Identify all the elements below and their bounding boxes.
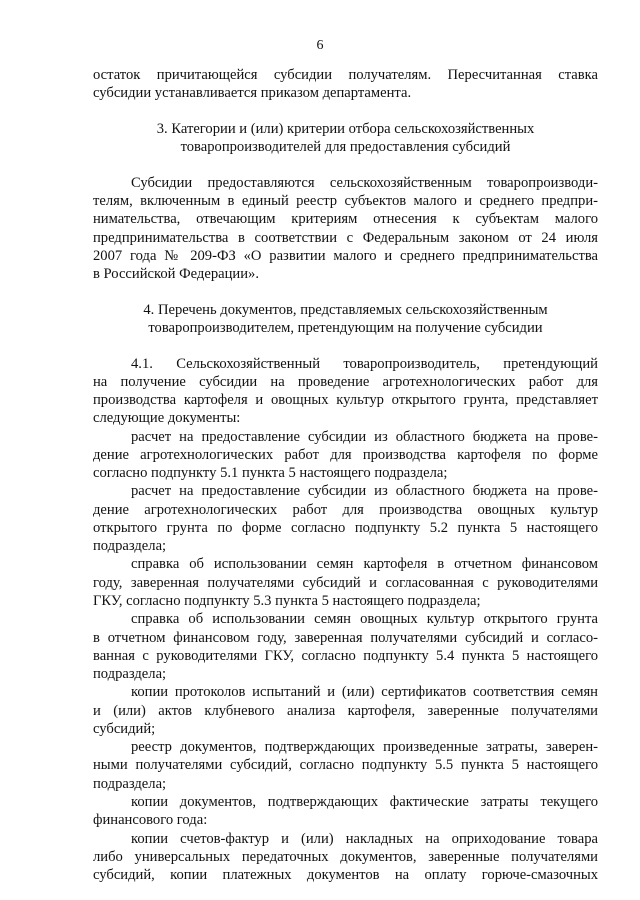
text-line: на получение субсидии на проведение агротехнологических работ для [93, 373, 598, 390]
text-line: производства картофеля и овощных культур открытого грунта, представляет [93, 392, 598, 408]
text-line: ными получателями субсидий, согласно подпункту 5.5 пункта 5 настоящего [93, 757, 598, 774]
text-line: телям, включенным в единый реестр субъектов малого и среднего предпри- [93, 193, 598, 209]
text-line: субсидии устанавливается приказом департамента. [93, 85, 412, 102]
list-item-line: справка об использовании семян картофеля в отчетном финансовом [131, 556, 598, 573]
text-line: предпринимательства в соответствии с Федеральным законом от 24 июля [93, 229, 598, 246]
section-heading: 3. Категории и (или) критерии отбора сельскохозяйственных [156, 120, 535, 137]
list-item-line: копии документов, подтверждающих фактические затраты текущего [131, 793, 598, 810]
text-line: дение агротехнологических работ для производства овощных культур [93, 501, 598, 518]
text-line: 4.1. Сельскохозяйственный товаропроизводитель, претендующий [131, 355, 598, 372]
text-line: дение агротехнологических работ для производства картофеля по форме [93, 446, 598, 463]
text-line: либо универсальных передаточных документов, заверенные получателями [93, 848, 598, 865]
text-line: в отчетном финансовом году, заверенная получателями субсидий и согласо- [93, 629, 598, 646]
list-item-line: расчет на предоставление субсидии из областного бюджета на прове- [131, 428, 598, 445]
section-heading: 4. Перечень документов, представляемых сельскохозяйственным [143, 301, 548, 318]
text-line: в Российской Федерации». [93, 266, 259, 282]
text-line: и (или) актов клубневого анализа картофеля, заверенные получателями [93, 702, 598, 719]
list-item-line: справка об использовании семян овощных культур открытого грунта [131, 611, 598, 628]
text-line: Субсидии предоставляются сельскохозяйственным товаропроизводи- [131, 174, 598, 191]
text-line: ванная с руководителями ГКУ, согласно подпункту 5.4 пункта 5 настоящего [93, 647, 598, 664]
text-line: подраздела; [93, 666, 167, 682]
section-heading: товаропроизводителей для предоставления субсидий [180, 139, 511, 156]
text-line: 2007 года № 209-ФЗ «О развитии малого и среднего предпринимательства [93, 247, 598, 264]
text-line: ГКУ, согласно подпункту 5.3 пункта 5 настоящего подраздела; [93, 593, 481, 609]
text-line: году, заверенная получателями субсидий и согласованная с руководителями [93, 574, 598, 591]
list-item-line: реестр документов, подтверждающих произведенные затраты, заверен- [131, 739, 598, 756]
section-heading: товаропроизводителем, претендующим на получение субсидии [148, 319, 543, 336]
text-line: подраздела; [93, 538, 167, 555]
list-item-line: копии протоколов испытаний и (или) сертификатов соответствия семян [131, 684, 598, 701]
text-line: финансового года: [93, 812, 208, 829]
text-line: нимательства, отвечающим критериям отнесения к субъектам малого [93, 211, 598, 228]
text-line: остаток причитающейся субсидии получателям. Пересчитанная ставка [93, 67, 598, 83]
text-line: следующие документы: [93, 410, 241, 427]
text-line: открытого грунта по форме согласно подпункту 5.2 пункта 5 настоящего [93, 519, 598, 536]
page-number: 6 [316, 38, 324, 53]
text-line: субсидий, копии платежных документов на оплату горюче-смазочных [93, 867, 598, 883]
list-item-line: копии счетов-фактур и (или) накладных на оприходование товара [131, 830, 598, 847]
list-item-line: расчет на предоставление субсидии из областного бюджета на прове- [131, 483, 598, 500]
text-line: подраздела; [93, 775, 167, 792]
text-line: субсидий; [93, 720, 156, 737]
text-line: согласно подпункту 5.1 пункта 5 настоящего подраздела; [93, 465, 448, 482]
